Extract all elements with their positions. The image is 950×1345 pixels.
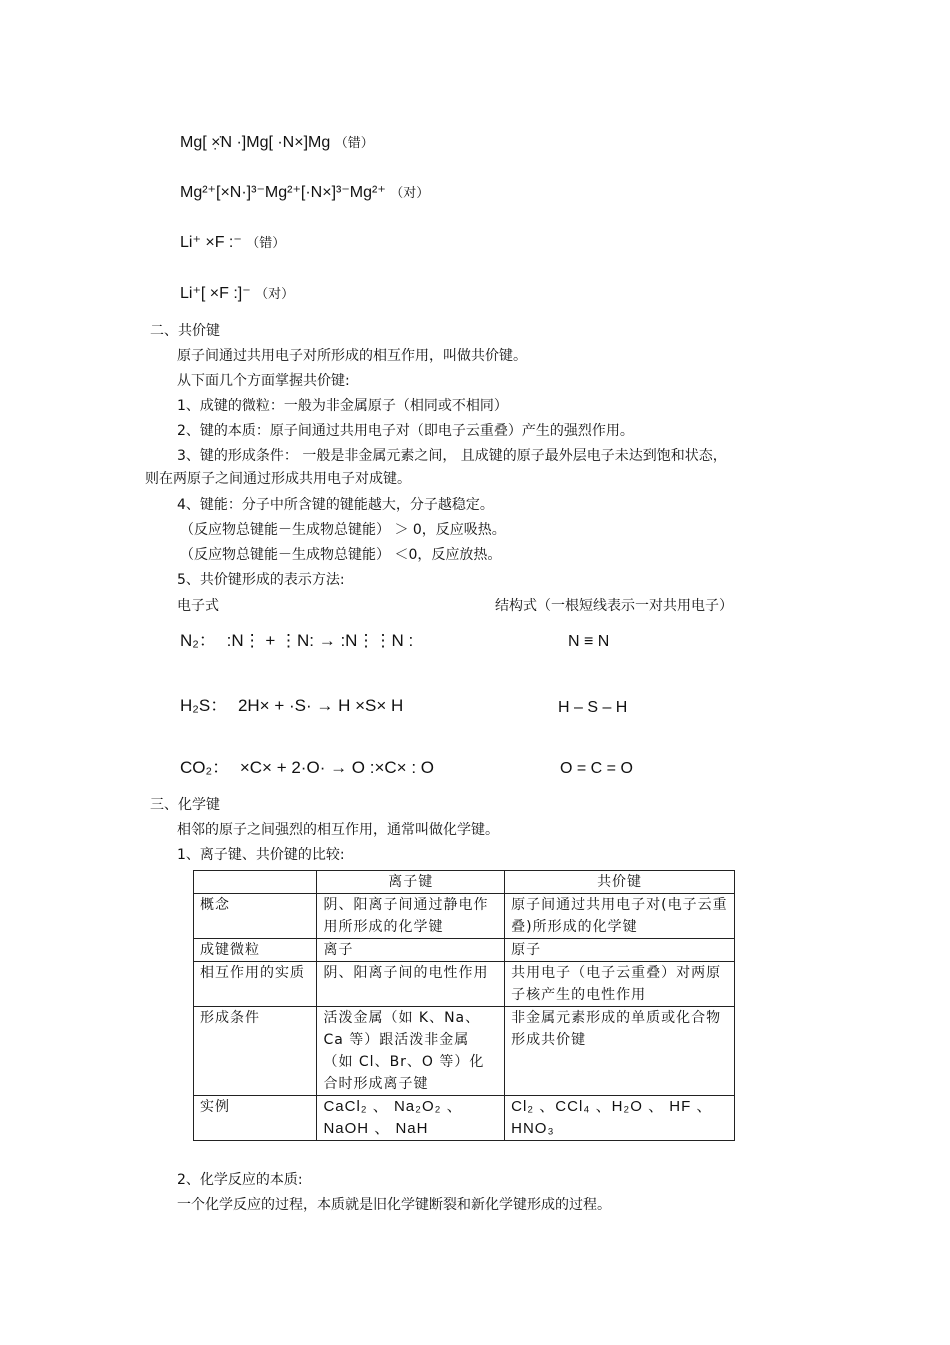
section2-point-4a: （反应物总键能－生成物总键能） ＞ 0，反应吸热。 — [180, 522, 506, 538]
table-row — [194, 1096, 735, 1141]
table-cell: Cl₂ 、CCl₄ 、H₂O 、 HF 、 HNO₃ — [505, 1096, 735, 1141]
row-label: 成键微粒 — [194, 939, 317, 962]
section2-intro: 从下面几个方面掌握共价键: — [177, 373, 350, 389]
section2-point-2: 2、键的本质：原子间通过共用电子对（即电子云重叠）产生的强烈作用。 — [177, 423, 634, 439]
ionic-formula: Mg[ ×̣̇N ·]Mg[ ·N×]Mg — [180, 134, 331, 151]
section3-point-2: 2、化学反应的本质: — [177, 1172, 303, 1188]
structure-n2: N ≡ N — [568, 633, 610, 650]
verdict-label: （错） — [246, 236, 286, 251]
table-cell: 共用电子（电子云重叠）对两原子核产生的电性作用 — [505, 962, 735, 1007]
table-row — [194, 1007, 735, 1096]
verdict-label: （错） — [334, 136, 374, 151]
row-label: 形成条件 — [194, 1007, 317, 1096]
table-cell: 原子间通过共用电子对(电子云重叠)所形成的化学键 — [505, 894, 735, 939]
section2-definition: 原子间通过共用电子对所形成的相互作用，叫做共价键。 — [177, 348, 527, 364]
ionic-formula: Li⁺ ×F :⁻ — [180, 234, 242, 251]
table-header-cell: 离子键 — [317, 871, 505, 894]
verdict-label: （对） — [390, 186, 430, 201]
column-label-structure: 结构式（一根短线表示一对共用电子） — [495, 598, 733, 614]
section2-point-5: 5、共价键形成的表示方法: — [177, 572, 345, 588]
section2-point-4b: （反应物总键能－生成物总键能） ＜0，反应放热。 — [180, 547, 502, 563]
molecule-name: H₂S： — [180, 696, 228, 715]
section3-definition: 相邻的原子之间强烈的相互作用，通常叫做化学键。 — [177, 822, 499, 838]
electron-formula: 2H× + ·S· → H ×S× H — [237, 696, 404, 715]
electron-formula: ×C× + 2·O· → O :×C× : O — [239, 758, 434, 777]
section2-point-3b: 则在两原子之间通过形成共用电子对成键。 — [145, 471, 411, 487]
table-cell: 原子 — [505, 939, 735, 962]
section2-heading: 二、共价键 — [150, 323, 220, 339]
row-label: 概念 — [194, 894, 317, 939]
table-cell: CaCl₂ 、 Na₂O₂ 、 NaOH 、 NaH — [317, 1096, 505, 1141]
structure-co2: O = C = O — [560, 760, 633, 777]
table-cell: 非金属元素形成的单质或化合物形成共价键 — [505, 1007, 735, 1096]
ionic-example-4 — [180, 284, 294, 305]
section3-heading: 三、化学键 — [150, 797, 220, 813]
table-header-row — [194, 871, 735, 894]
table-row — [194, 894, 735, 939]
table-cell: 离子 — [317, 939, 505, 962]
ionic-formula: Mg²⁺[×N·]³⁻Mg²⁺[·N×]³⁻Mg²⁺ — [180, 184, 386, 201]
molecule-h2s — [180, 696, 403, 716]
section2-point-1: 1、成键的微粒：一般为非金属原子（相同或不相同） — [177, 398, 508, 414]
table-header-cell — [194, 871, 317, 894]
ionic-formula: Li⁺[ ×F :]⁻ — [180, 285, 251, 302]
table-cell: 阴、阳离子间的电性作用 — [317, 962, 505, 1007]
ionic-example-2 — [180, 183, 429, 204]
section3-point-3: 一个化学反应的过程，本质就是旧化学键断裂和新化学键形成的过程。 — [177, 1197, 611, 1213]
comparison-table — [193, 870, 735, 1141]
molecule-n2 — [180, 631, 413, 651]
section2-point-3a: 3、键的形成条件： 一般是非金属元素之间， 且成键的原子最外层电子未达到饱和状态， — [177, 448, 727, 464]
verdict-label: （对） — [255, 287, 295, 302]
table-cell: 活泼金属（如 K、Na、Ca 等）跟活泼非金属（如 Cl、Br、O 等）化合时形成离子键 — [317, 1007, 505, 1096]
molecule-name: CO₂： — [180, 758, 230, 777]
row-label: 实例 — [194, 1096, 317, 1141]
electron-formula: :N⋮ + ⋮N: → :N⋮⋮N : — [226, 631, 414, 650]
column-label-electron: 电子式 — [177, 598, 219, 614]
section2-point-4: 4、键能：分子中所含键的键能越大，分子越稳定。 — [177, 497, 494, 513]
molecule-co2 — [180, 758, 434, 778]
table-row — [194, 962, 735, 1007]
ionic-example-3 — [180, 233, 285, 254]
table-header-cell: 共价键 — [505, 871, 735, 894]
structure-h2s: H – S – H — [558, 699, 628, 716]
row-label: 相互作用的实质 — [194, 962, 317, 1007]
section3-point-1: 1、离子键、共价键的比较: — [177, 847, 345, 863]
table-row — [194, 939, 735, 962]
table-cell: 阴、阳离子间通过静电作用所形成的化学键 — [317, 894, 505, 939]
ionic-example-1 — [180, 133, 374, 154]
molecule-name: N₂： — [180, 631, 216, 650]
